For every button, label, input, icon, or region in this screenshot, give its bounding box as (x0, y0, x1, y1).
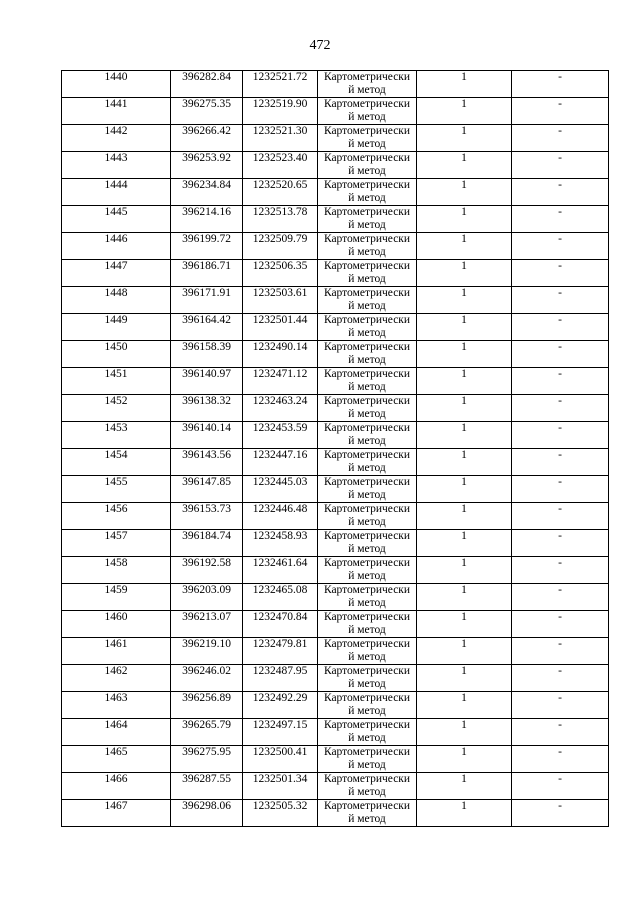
table-row (62, 314, 609, 341)
y-coordinate-cell: 1232465.08 (243, 584, 318, 611)
point-number-cell: 1456 (62, 503, 171, 530)
accuracy-cell: 1 (417, 152, 512, 179)
table-row (62, 638, 609, 665)
method-cell: Картометрически й метод (318, 746, 417, 773)
point-number-cell: 1459 (62, 584, 171, 611)
point-number-cell: 1442 (62, 125, 171, 152)
table-row (62, 71, 609, 98)
point-number-cell: 1443 (62, 152, 171, 179)
table-body (62, 71, 609, 827)
table-row (62, 557, 609, 584)
x-coordinate-cell: 396246.02 (171, 665, 243, 692)
point-number-cell: 1451 (62, 368, 171, 395)
description-cell: - (512, 611, 609, 638)
x-coordinate-cell: 396147.85 (171, 476, 243, 503)
x-coordinate-cell: 396214.16 (171, 206, 243, 233)
y-coordinate-cell: 1232501.34 (243, 773, 318, 800)
accuracy-cell: 1 (417, 368, 512, 395)
point-number-cell: 1444 (62, 179, 171, 206)
description-cell: - (512, 368, 609, 395)
method-cell: Картометрически й метод (318, 395, 417, 422)
table-row (62, 98, 609, 125)
description-cell: - (512, 71, 609, 98)
x-coordinate-cell: 396256.89 (171, 692, 243, 719)
method-cell: Картометрически й метод (318, 368, 417, 395)
x-coordinate-cell: 396171.91 (171, 287, 243, 314)
description-cell: - (512, 314, 609, 341)
description-cell: - (512, 179, 609, 206)
table-row (62, 773, 609, 800)
table-row (62, 125, 609, 152)
method-cell: Картометрически й метод (318, 449, 417, 476)
method-cell: Картометрически й метод (318, 503, 417, 530)
point-number-cell: 1462 (62, 665, 171, 692)
x-coordinate-cell: 396184.74 (171, 530, 243, 557)
x-coordinate-cell: 396298.06 (171, 800, 243, 827)
accuracy-cell: 1 (417, 314, 512, 341)
y-coordinate-cell: 1232447.16 (243, 449, 318, 476)
y-coordinate-cell: 1232513.78 (243, 206, 318, 233)
point-number-cell: 1441 (62, 98, 171, 125)
y-coordinate-cell: 1232479.81 (243, 638, 318, 665)
accuracy-cell: 1 (417, 692, 512, 719)
method-cell: Картометрически й метод (318, 692, 417, 719)
method-cell: Картометрически й метод (318, 584, 417, 611)
x-coordinate-cell: 396275.35 (171, 98, 243, 125)
accuracy-cell: 1 (417, 746, 512, 773)
point-number-cell: 1454 (62, 449, 171, 476)
point-number-cell: 1445 (62, 206, 171, 233)
y-coordinate-cell: 1232470.84 (243, 611, 318, 638)
description-cell: - (512, 692, 609, 719)
point-number-cell: 1448 (62, 287, 171, 314)
x-coordinate-cell: 396138.32 (171, 395, 243, 422)
table-row (62, 422, 609, 449)
point-number-cell: 1464 (62, 719, 171, 746)
table-row (62, 611, 609, 638)
y-coordinate-cell: 1232490.14 (243, 341, 318, 368)
y-coordinate-cell: 1232505.32 (243, 800, 318, 827)
table-row (62, 395, 609, 422)
x-coordinate-cell: 396234.84 (171, 179, 243, 206)
description-cell: - (512, 773, 609, 800)
method-cell: Картометрически й метод (318, 125, 417, 152)
table-row (62, 260, 609, 287)
x-coordinate-cell: 396219.10 (171, 638, 243, 665)
description-cell: - (512, 206, 609, 233)
point-number-cell: 1450 (62, 341, 171, 368)
description-cell: - (512, 719, 609, 746)
accuracy-cell: 1 (417, 98, 512, 125)
description-cell: - (512, 422, 609, 449)
table-row (62, 746, 609, 773)
accuracy-cell: 1 (417, 179, 512, 206)
x-coordinate-cell: 396192.58 (171, 557, 243, 584)
description-cell: - (512, 638, 609, 665)
method-cell: Картометрически й метод (318, 638, 417, 665)
point-number-cell: 1465 (62, 746, 171, 773)
y-coordinate-cell: 1232446.48 (243, 503, 318, 530)
y-coordinate-cell: 1232521.72 (243, 71, 318, 98)
method-cell: Картометрически й метод (318, 800, 417, 827)
accuracy-cell: 1 (417, 530, 512, 557)
table-row (62, 692, 609, 719)
accuracy-cell: 1 (417, 719, 512, 746)
accuracy-cell: 1 (417, 476, 512, 503)
accuracy-cell: 1 (417, 341, 512, 368)
method-cell: Картометрически й метод (318, 611, 417, 638)
point-number-cell: 1455 (62, 476, 171, 503)
description-cell: - (512, 125, 609, 152)
description-cell: - (512, 260, 609, 287)
y-coordinate-cell: 1232509.79 (243, 233, 318, 260)
point-number-cell: 1466 (62, 773, 171, 800)
page-number: 472 (309, 38, 331, 53)
method-cell: Картометрически й метод (318, 152, 417, 179)
accuracy-cell: 1 (417, 584, 512, 611)
table-row (62, 341, 609, 368)
method-cell: Картометрически й метод (318, 287, 417, 314)
table-row (62, 503, 609, 530)
accuracy-cell: 1 (417, 557, 512, 584)
table-row (62, 584, 609, 611)
point-number-cell: 1452 (62, 395, 171, 422)
accuracy-cell: 1 (417, 206, 512, 233)
method-cell: Картометрически й метод (318, 233, 417, 260)
table-row (62, 800, 609, 827)
point-number-cell: 1447 (62, 260, 171, 287)
x-coordinate-cell: 396266.42 (171, 125, 243, 152)
y-coordinate-cell: 1232523.40 (243, 152, 318, 179)
table-row (62, 179, 609, 206)
point-number-cell: 1440 (62, 71, 171, 98)
y-coordinate-cell: 1232501.44 (243, 314, 318, 341)
table-row (62, 449, 609, 476)
x-coordinate-cell: 396140.14 (171, 422, 243, 449)
accuracy-cell: 1 (417, 773, 512, 800)
accuracy-cell: 1 (417, 449, 512, 476)
table-row (62, 233, 609, 260)
table-row (62, 530, 609, 557)
accuracy-cell: 1 (417, 422, 512, 449)
accuracy-cell: 1 (417, 395, 512, 422)
point-number-cell: 1467 (62, 800, 171, 827)
x-coordinate-cell: 396275.95 (171, 746, 243, 773)
table-row (62, 719, 609, 746)
point-number-cell: 1457 (62, 530, 171, 557)
x-coordinate-cell: 396203.09 (171, 584, 243, 611)
y-coordinate-cell: 1232497.15 (243, 719, 318, 746)
description-cell: - (512, 395, 609, 422)
accuracy-cell: 1 (417, 287, 512, 314)
accuracy-cell: 1 (417, 665, 512, 692)
y-coordinate-cell: 1232506.35 (243, 260, 318, 287)
description-cell: - (512, 152, 609, 179)
method-cell: Картометрически й метод (318, 530, 417, 557)
x-coordinate-cell: 396287.55 (171, 773, 243, 800)
description-cell: - (512, 98, 609, 125)
y-coordinate-cell: 1232487.95 (243, 665, 318, 692)
description-cell: - (512, 584, 609, 611)
y-coordinate-cell: 1232471.12 (243, 368, 318, 395)
table-row (62, 665, 609, 692)
method-cell: Картометрически й метод (318, 773, 417, 800)
table-row (62, 368, 609, 395)
accuracy-cell: 1 (417, 611, 512, 638)
x-coordinate-cell: 396164.42 (171, 314, 243, 341)
coordinates-table (61, 70, 609, 827)
y-coordinate-cell: 1232458.93 (243, 530, 318, 557)
method-cell: Картометрически й метод (318, 314, 417, 341)
description-cell: - (512, 449, 609, 476)
table-row (62, 206, 609, 233)
method-cell: Картометрически й метод (318, 260, 417, 287)
method-cell: Картометрически й метод (318, 98, 417, 125)
table-row (62, 287, 609, 314)
point-number-cell: 1461 (62, 638, 171, 665)
description-cell: - (512, 530, 609, 557)
method-cell: Картометрически й метод (318, 206, 417, 233)
y-coordinate-cell: 1232463.24 (243, 395, 318, 422)
method-cell: Картометрически й метод (318, 422, 417, 449)
accuracy-cell: 1 (417, 71, 512, 98)
method-cell: Картометрически й метод (318, 719, 417, 746)
y-coordinate-cell: 1232453.59 (243, 422, 318, 449)
method-cell: Картометрически й метод (318, 341, 417, 368)
x-coordinate-cell: 396158.39 (171, 341, 243, 368)
description-cell: - (512, 557, 609, 584)
method-cell: Картометрически й метод (318, 557, 417, 584)
y-coordinate-cell: 1232520.65 (243, 179, 318, 206)
y-coordinate-cell: 1232500.41 (243, 746, 318, 773)
y-coordinate-cell: 1232503.61 (243, 287, 318, 314)
x-coordinate-cell: 396199.72 (171, 233, 243, 260)
accuracy-cell: 1 (417, 260, 512, 287)
description-cell: - (512, 746, 609, 773)
x-coordinate-cell: 396253.92 (171, 152, 243, 179)
point-number-cell: 1453 (62, 422, 171, 449)
point-number-cell: 1446 (62, 233, 171, 260)
y-coordinate-cell: 1232445.03 (243, 476, 318, 503)
point-number-cell: 1463 (62, 692, 171, 719)
description-cell: - (512, 800, 609, 827)
y-coordinate-cell: 1232461.64 (243, 557, 318, 584)
x-coordinate-cell: 396265.79 (171, 719, 243, 746)
description-cell: - (512, 665, 609, 692)
description-cell: - (512, 476, 609, 503)
method-cell: Картометрически й метод (318, 476, 417, 503)
point-number-cell: 1449 (62, 314, 171, 341)
point-number-cell: 1458 (62, 557, 171, 584)
x-coordinate-cell: 396140.97 (171, 368, 243, 395)
x-coordinate-cell: 396213.07 (171, 611, 243, 638)
y-coordinate-cell: 1232519.90 (243, 98, 318, 125)
accuracy-cell: 1 (417, 233, 512, 260)
method-cell: Картометрически й метод (318, 179, 417, 206)
x-coordinate-cell: 396186.71 (171, 260, 243, 287)
x-coordinate-cell: 396143.56 (171, 449, 243, 476)
description-cell: - (512, 287, 609, 314)
method-cell: Картометрически й метод (318, 665, 417, 692)
x-coordinate-cell: 396282.84 (171, 71, 243, 98)
x-coordinate-cell: 396153.73 (171, 503, 243, 530)
table-row (62, 152, 609, 179)
description-cell: - (512, 341, 609, 368)
y-coordinate-cell: 1232492.29 (243, 692, 318, 719)
description-cell: - (512, 233, 609, 260)
description-cell: - (512, 503, 609, 530)
accuracy-cell: 1 (417, 638, 512, 665)
point-number-cell: 1460 (62, 611, 171, 638)
method-cell: Картометрически й метод (318, 71, 417, 98)
accuracy-cell: 1 (417, 503, 512, 530)
table-row (62, 476, 609, 503)
accuracy-cell: 1 (417, 800, 512, 827)
accuracy-cell: 1 (417, 125, 512, 152)
y-coordinate-cell: 1232521.30 (243, 125, 318, 152)
